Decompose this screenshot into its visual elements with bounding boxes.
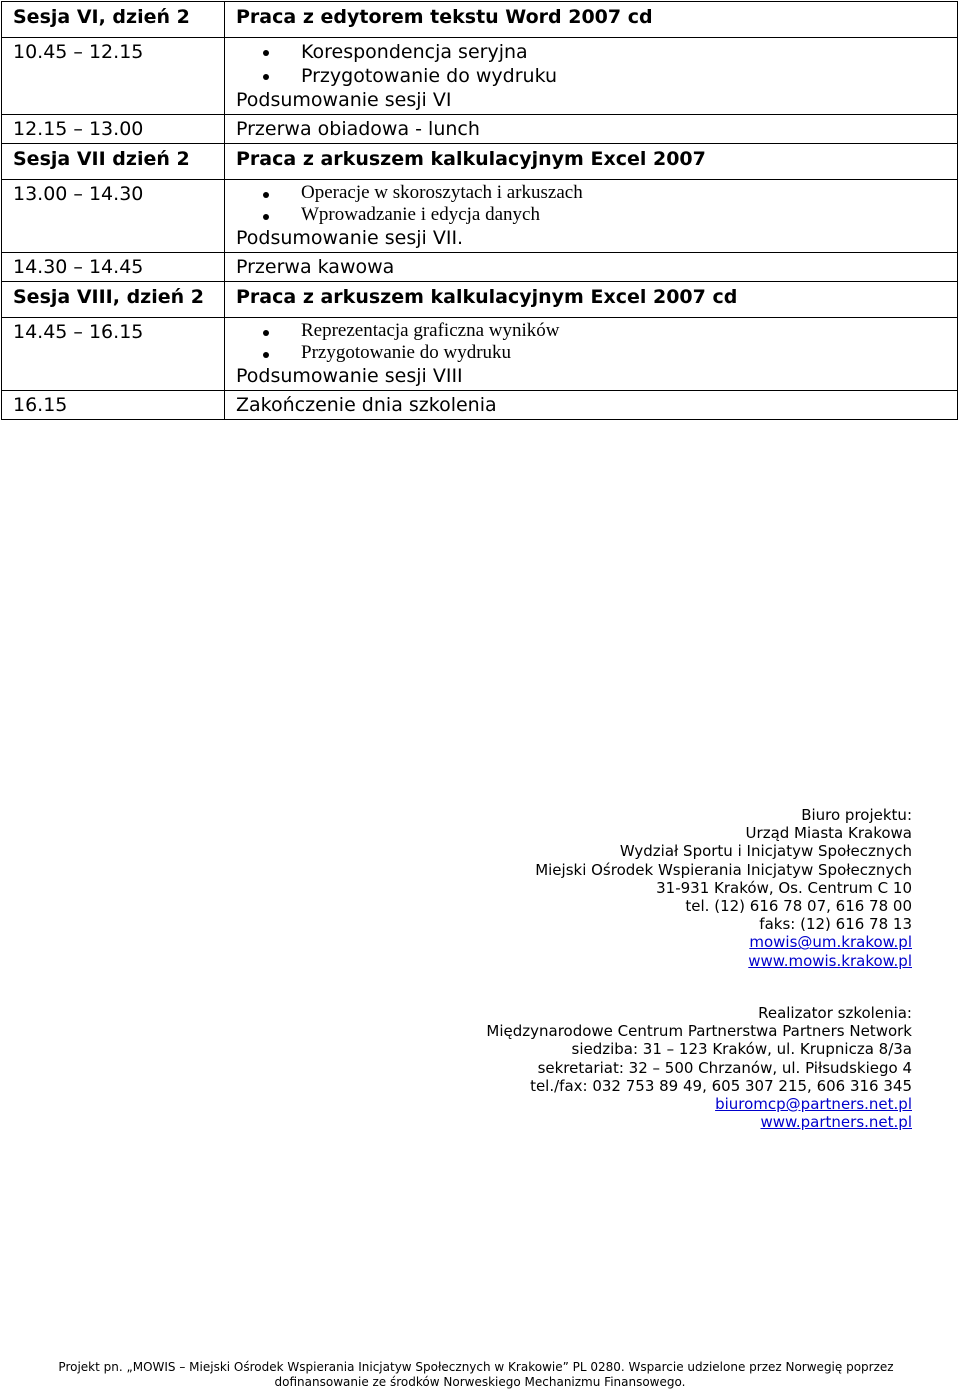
session-row	[2, 180, 958, 253]
session-summary: Podsumowanie sesji VI	[236, 89, 452, 111]
contact-line: 31-931 Kraków, Os. Centrum C 10	[656, 878, 912, 897]
list-item	[236, 342, 948, 364]
footer-line: dofinansowanie ze środków Norweskiego Mechanizmu Finansowego.	[274, 1375, 686, 1389]
contact-heading: Biuro projektu:	[801, 806, 912, 824]
bullet-icon	[263, 214, 269, 220]
session-content	[225, 180, 958, 253]
contact-line: Międzynarodowe Centrum Partnerstwa Partners Network	[486, 1022, 912, 1041]
topic-text: Przygotowanie do wydruku	[301, 65, 558, 87]
list-item	[236, 64, 948, 88]
break-label: Przerwa kawowa	[225, 253, 958, 282]
break-row	[2, 253, 958, 282]
time-slot: 10.45 – 12.15	[2, 38, 225, 115]
bullet-icon	[263, 50, 269, 56]
project-office-contact	[535, 806, 912, 970]
contact-line: Urząd Miasta Krakowa	[745, 824, 912, 843]
bullet-icon	[263, 330, 269, 336]
list-item	[236, 204, 948, 226]
session-label: Sesja VII dzień 2	[2, 144, 225, 180]
bullet-icon	[263, 192, 269, 198]
contact-line: tel./fax: 032 753 89 49, 605 307 215, 606 316 345	[530, 1076, 912, 1095]
session-label: Sesja VI, dzień 2	[2, 2, 225, 38]
time-slot: 14.45 – 16.15	[2, 318, 225, 391]
session-content	[225, 318, 958, 391]
contact-heading: Realizator szkolenia:	[758, 1004, 912, 1022]
contact-line: tel. (12) 616 78 07, 616 78 00	[685, 897, 912, 916]
contact-line: faks: (12) 616 78 13	[759, 915, 912, 934]
session-title: Praca z edytorem tekstu Word 2007 cd	[225, 2, 958, 38]
topic-text: Reprezentacja graficzna wyników	[301, 320, 560, 341]
topic-text: Wprowadzanie i edycja danych	[301, 204, 540, 225]
list-item	[236, 182, 948, 204]
topic-text: Operacje w skoroszytach i arkuszach	[301, 182, 583, 203]
session-summary: Podsumowanie sesji VIII	[236, 365, 463, 387]
bullet-icon	[263, 74, 269, 80]
website-link[interactable]: www.mowis.krakow.pl	[748, 951, 912, 970]
session-title: Praca z arkuszem kalkulacyjnym Excel 2007 cd	[225, 282, 958, 318]
contact-line: siedziba: 31 – 123 Kraków, ul. Krupnicza 8/3a	[571, 1040, 912, 1059]
website-link[interactable]: www.partners.net.pl	[760, 1113, 912, 1132]
break-row	[2, 391, 958, 420]
break-label: Przerwa obiadowa - lunch	[225, 115, 958, 144]
list-item	[236, 320, 948, 342]
session-row	[2, 318, 958, 391]
trainer-contact	[486, 1004, 912, 1131]
contact-line: Miejski Ośrodek Wspierania Inicjatyw Społecznych	[535, 860, 912, 879]
topic-text: Przygotowanie do wydruku	[301, 342, 512, 363]
schedule-table	[1, 1, 958, 420]
time-slot: 13.00 – 14.30	[2, 180, 225, 253]
topic-text: Korespondencja seryjna	[301, 41, 528, 63]
break-label: Zakończenie dnia szkolenia	[225, 391, 958, 420]
topic-list	[236, 182, 948, 226]
contact-line: sekretariat: 32 – 500 Chrzanów, ul. Piłsudskiego 4	[537, 1058, 912, 1077]
session-title: Praca z arkuszem kalkulacyjnym Excel 2007	[225, 144, 958, 180]
time-slot: 16.15	[2, 391, 225, 420]
time-slot: 12.15 – 13.00	[2, 115, 225, 144]
session-header-row	[2, 282, 958, 318]
session-content	[225, 38, 958, 115]
list-item	[236, 40, 948, 64]
break-row	[2, 115, 958, 144]
session-label: Sesja VIII, dzień 2	[2, 282, 225, 318]
session-header-row	[2, 2, 958, 38]
topic-list	[236, 320, 948, 364]
footer-line: Projekt pn. „MOWIS – Miejski Ośrodek Wspierania Inicjatyw Społecznych w Krakowie” PL 0280. Wsparcie udzielone przez Norwegię poprzez	[58, 1360, 894, 1374]
session-header-row	[2, 144, 958, 180]
bullet-icon	[263, 352, 269, 358]
page-footer	[0, 1360, 960, 1390]
contact-line: Wydział Sportu i Inicjatyw Społecznych	[619, 842, 912, 861]
email-link[interactable]: biuromcp@partners.net.pl	[715, 1095, 912, 1114]
session-row	[2, 38, 958, 115]
session-summary: Podsumowanie sesji VII.	[236, 227, 464, 249]
email-link[interactable]: mowis@um.krakow.pl	[749, 933, 912, 952]
topic-list	[236, 40, 948, 88]
time-slot: 14.30 – 14.45	[2, 253, 225, 282]
